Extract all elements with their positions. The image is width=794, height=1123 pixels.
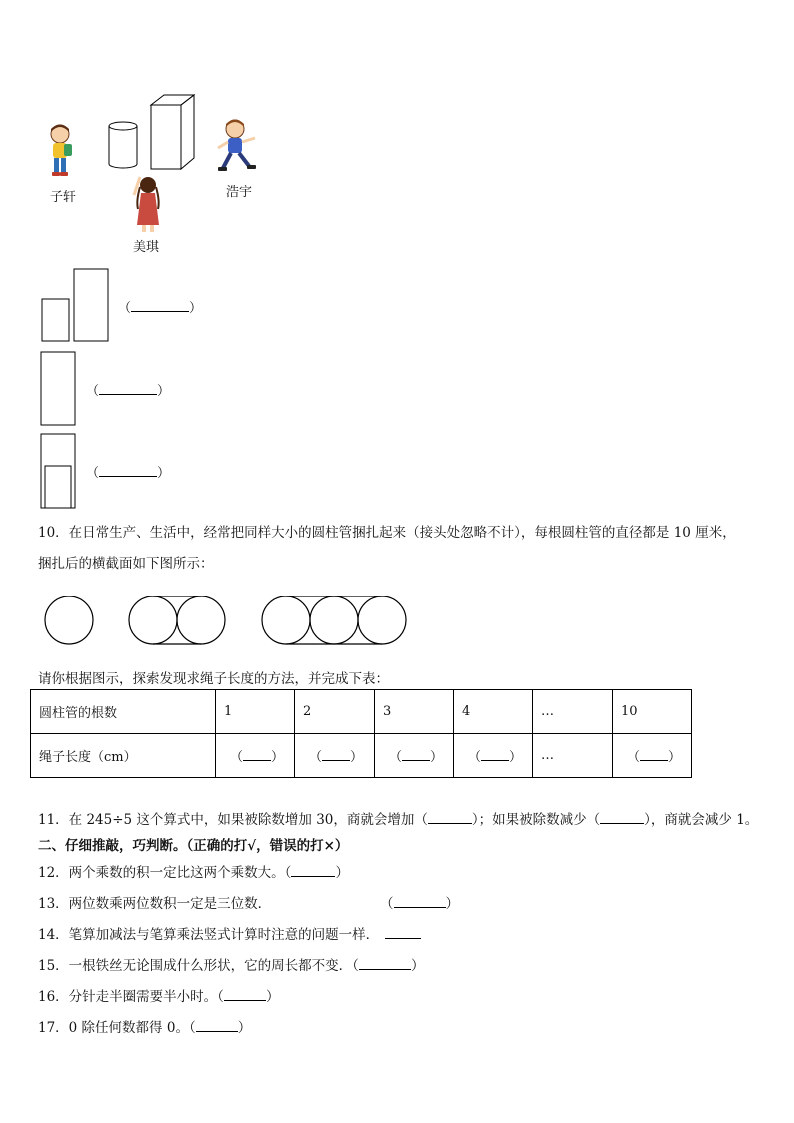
name-zixuan: 子轩	[50, 190, 77, 205]
rope-length-table	[30, 689, 692, 778]
q10-line-1: 10．在日常生产、生活中，经常把同样大小的圆柱管捆扎起来（接头处忽略不计），每根圆柱管的直径都是 10 厘米，	[38, 525, 736, 541]
girl-meiqi-illustration	[126, 175, 168, 233]
question-13: 13．两位数乘两位数积一定是三位数．	[38, 896, 272, 912]
answer-cell[interactable]: （ ）	[454, 734, 533, 778]
q15-answer-blank[interactable]	[359, 959, 411, 970]
q13-answer-blank[interactable]	[394, 897, 446, 908]
q12-answer-blank[interactable]	[291, 866, 335, 877]
q16-answer-blank[interactable]	[224, 990, 266, 1001]
question-15: 15．一根铁丝无论围成什么形状，它的周长都不变．（ ）	[38, 958, 425, 974]
q10-instruction: 请你根据图示，探索发现求绳子长度的方法，并完成下表：	[38, 671, 389, 687]
name-meiqi: 美琪	[133, 240, 160, 255]
row-header-rope-length: 绳子长度（cm）	[31, 734, 216, 778]
cuboid-shape	[148, 92, 198, 172]
q14-answer-blank[interactable]	[385, 928, 421, 939]
name-haoyu: 浩宇	[226, 185, 253, 200]
answer-cell[interactable]: （ ）	[375, 734, 454, 778]
table-cell: 1	[216, 690, 295, 734]
question-16: 16．分针走半圈需要半小时。（ ）	[38, 989, 280, 1005]
q17-answer-blank[interactable]	[196, 1021, 238, 1032]
question-17: 17．0 除任何数都得 0。（ ）	[38, 1020, 252, 1036]
view-shape-3	[40, 433, 80, 511]
figure-children-solids	[40, 90, 280, 260]
view-shape-1	[40, 267, 112, 343]
q11-text: 11．在 245÷5 这个算式中，如果被除数增加 30，商就会增加（ ）；如果被除数减少（ ），商就会减少 1。	[38, 812, 759, 828]
q11-blank-2[interactable]	[600, 813, 644, 824]
answer-cell[interactable]: （ ）	[613, 734, 692, 778]
q11-blank-1[interactable]	[428, 813, 472, 824]
table-cell: …	[533, 690, 613, 734]
answer-cell[interactable]: （ ）	[216, 734, 295, 778]
q13-answer: （ ）	[380, 896, 459, 912]
question-12: 12．两个乘数的积一定比这两个乘数大。（ ）	[38, 865, 349, 881]
q10-line-2: 捆扎后的横截面如下图所示：	[38, 556, 214, 572]
table-cell: …	[533, 734, 613, 778]
table-row	[31, 734, 692, 778]
table-cell: 2	[295, 690, 375, 734]
question-14: 14．笔算加减法与笔算乘法竖式计算时注意的问题一样．	[38, 923, 421, 943]
cylinder-shape	[106, 120, 140, 170]
boy-haoyu-illustration	[215, 118, 261, 178]
answer-cell[interactable]: （ ）	[295, 734, 375, 778]
row-header-pipe-count: 圆柱管的根数	[31, 690, 216, 734]
answer-blank-view-2[interactable]: （ ）	[86, 384, 171, 399]
answer-blank-view-1[interactable]: （ ）	[118, 301, 203, 316]
table-cell: 4	[454, 690, 533, 734]
view-shape-2	[40, 351, 80, 427]
answer-blank-view-3[interactable]: （ ）	[86, 466, 171, 481]
table-row	[31, 690, 692, 734]
section-2-heading: 二、仔细推敲，巧判断。（正确的打√，错误的打×）	[38, 838, 349, 854]
table-cell: 3	[375, 690, 454, 734]
boy-zixuan-illustration	[42, 122, 78, 178]
table-cell: 10	[613, 690, 692, 734]
pipe-bundle-diagram	[40, 596, 420, 646]
